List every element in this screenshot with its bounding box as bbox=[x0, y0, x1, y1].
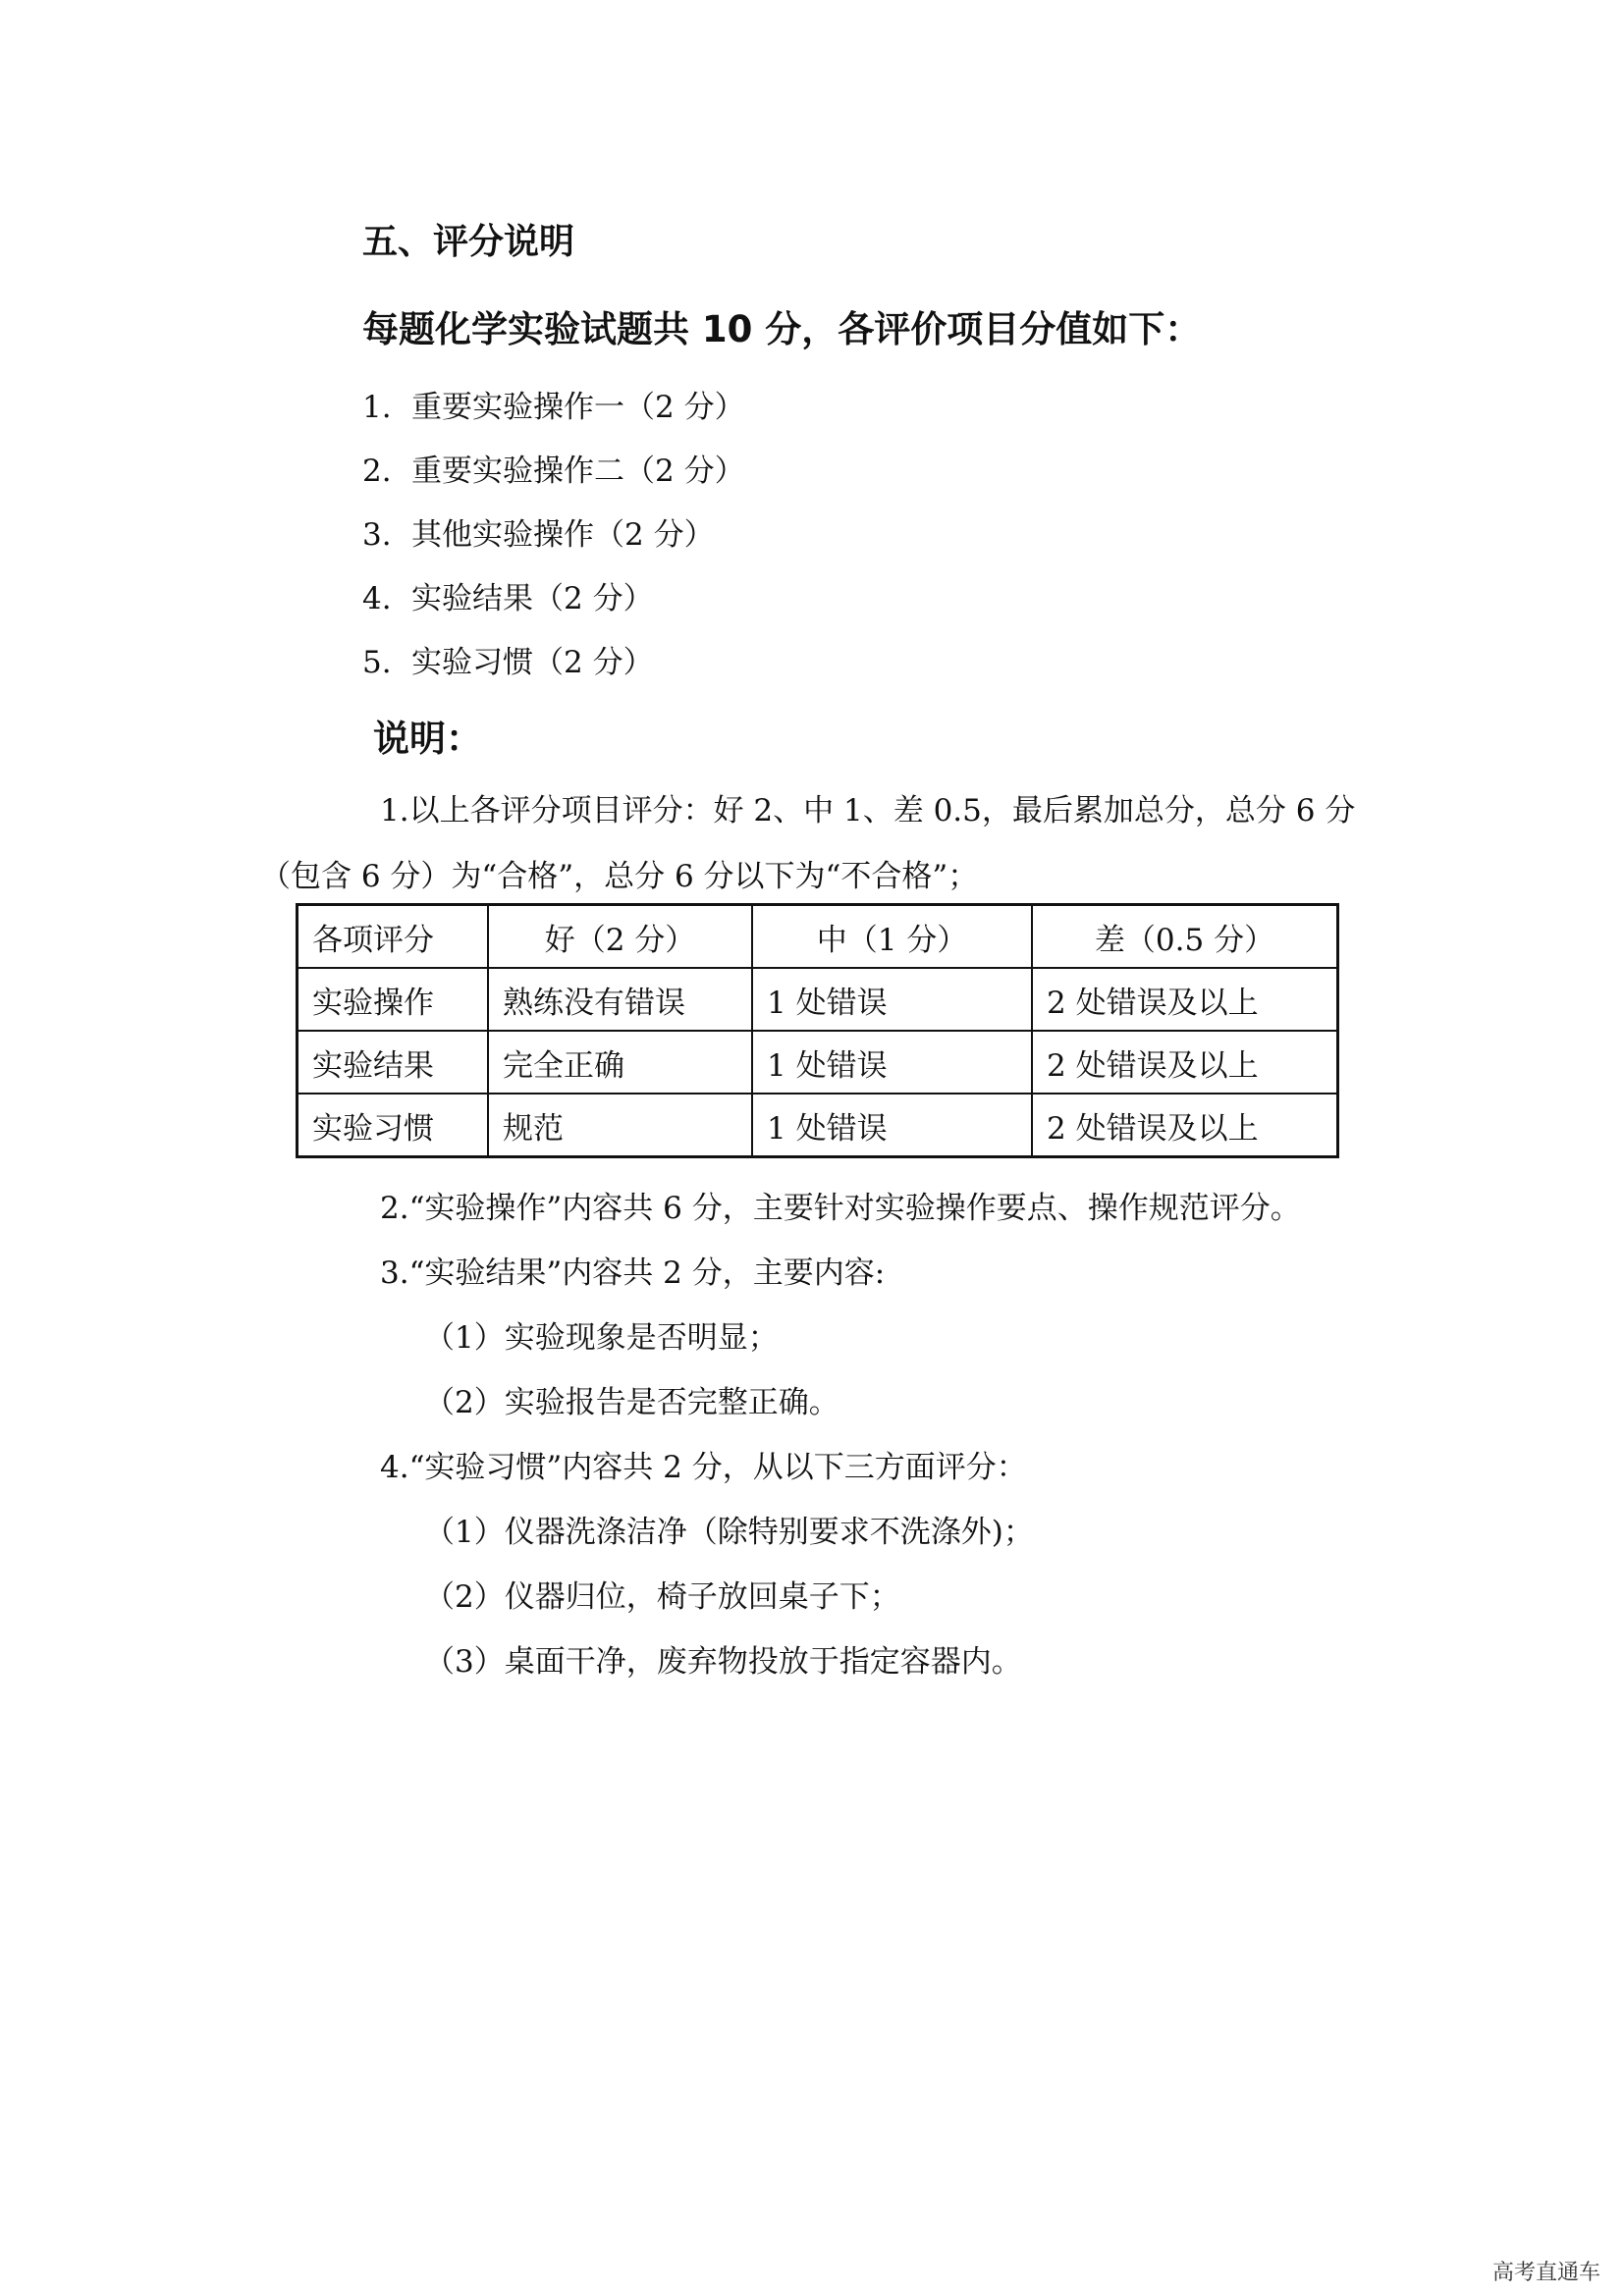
table-cell: 熟练没有错误 bbox=[488, 968, 752, 1031]
list-item bbox=[362, 446, 745, 490]
note-1-line-2: （包含 6 分）为“合格”，总分 6 分以下为“不合格”； bbox=[260, 859, 979, 894]
list-item-number: 4. bbox=[362, 581, 392, 616]
list-item bbox=[362, 509, 715, 554]
notes-title: 说明： bbox=[373, 718, 482, 760]
table-row bbox=[298, 968, 1338, 1031]
section-title: 五、评分说明 bbox=[362, 222, 575, 262]
table-cell: 1 处错误 bbox=[752, 1031, 1032, 1094]
note-3-sub-item: （2）实验报告是否完整正确。 bbox=[424, 1385, 839, 1420]
watermark-text: 高考直通车 bbox=[1492, 2261, 1601, 2285]
list-item-number: 1. bbox=[362, 390, 392, 425]
table-cell: 完全正确 bbox=[488, 1031, 752, 1094]
table-header-cell: 好（2 分） bbox=[488, 905, 752, 969]
note-2: 2.“实验操作”内容共 6 分，主要针对实验操作要点、操作规范评分。 bbox=[380, 1191, 1301, 1226]
note-3: 3.“实验结果”内容共 2 分，主要内容: bbox=[380, 1255, 886, 1291]
list-item-text: 重要实验操作二（2 分） bbox=[411, 454, 745, 489]
table-cell: 实验习惯 bbox=[298, 1094, 489, 1157]
table-header-cell: 各项评分 bbox=[298, 905, 489, 969]
table-cell: 2 处错误及以上 bbox=[1032, 968, 1338, 1031]
list-item-text: 重要实验操作一（2 分） bbox=[411, 390, 745, 425]
list-item-text: 其他实验操作（2 分） bbox=[411, 517, 715, 553]
table-cell: 1 处错误 bbox=[752, 1094, 1032, 1157]
list-item-number: 5. bbox=[362, 645, 392, 680]
table-header-cell: 差（0.5 分） bbox=[1032, 905, 1338, 969]
table-row bbox=[298, 1094, 1338, 1157]
list-item-text: 实验结果（2 分） bbox=[411, 581, 654, 616]
note-4-sub-item: （2）仪器归位，椅子放回桌子下； bbox=[424, 1579, 900, 1615]
table-cell: 实验结果 bbox=[298, 1031, 489, 1094]
table-cell: 规范 bbox=[488, 1094, 752, 1157]
table-cell: 实验操作 bbox=[298, 968, 489, 1031]
table-row bbox=[298, 1031, 1338, 1094]
list-item bbox=[362, 637, 654, 681]
table-header-cell: 中（1 分） bbox=[752, 905, 1032, 969]
list-item-text: 实验习惯（2 分） bbox=[411, 645, 654, 680]
note-4-sub-item: （1）仪器洗涤洁净（除特别要求不洗涤外)； bbox=[424, 1515, 1034, 1550]
list-item-number: 2. bbox=[362, 454, 392, 489]
list-item bbox=[362, 382, 745, 426]
table-cell: 2 处错误及以上 bbox=[1032, 1031, 1338, 1094]
list-item-number: 3. bbox=[362, 517, 392, 553]
scoring-intro: 每题化学实验试题共 10 分，各评价项目分值如下： bbox=[362, 308, 1202, 350]
table-cell: 2 处错误及以上 bbox=[1032, 1094, 1338, 1157]
scoring-table bbox=[296, 903, 1339, 1158]
note-1-line-1: 1.以上各评分项目评分：好 2、中 1、差 0.5，最后累加总分，总分 6 分 bbox=[380, 793, 1356, 828]
note-4-sub-item: （3）桌面干净，废弃物投放于指定容器内。 bbox=[424, 1644, 1022, 1680]
note-3-sub-item: （1）实验现象是否明显； bbox=[424, 1320, 779, 1356]
list-item bbox=[362, 573, 654, 617]
table-cell: 1 处错误 bbox=[752, 968, 1032, 1031]
table-header-row bbox=[298, 905, 1338, 969]
note-4: 4.“实验习惯”内容共 2 分，从以下三方面评分： bbox=[380, 1450, 1027, 1485]
